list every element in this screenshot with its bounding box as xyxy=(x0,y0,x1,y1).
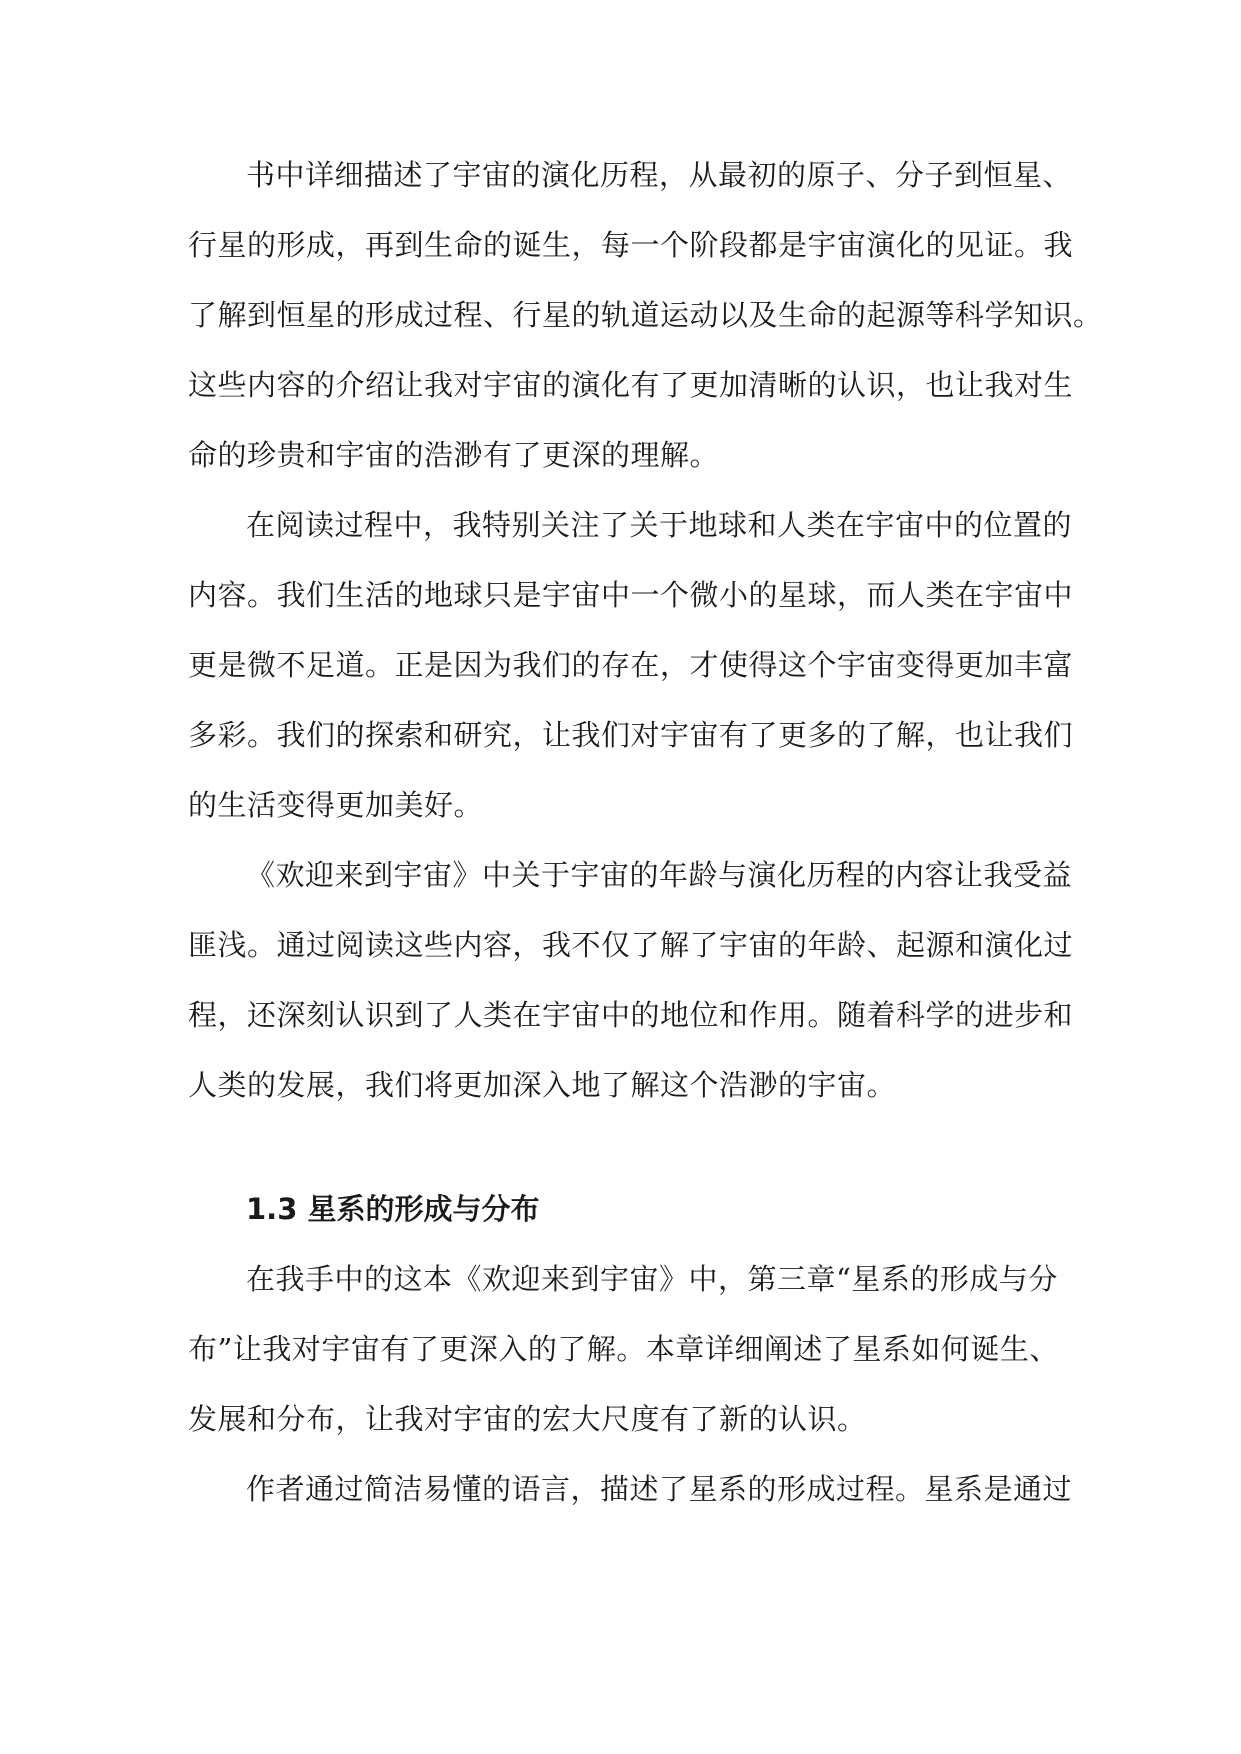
document-body xyxy=(188,140,1103,1524)
paragraph xyxy=(188,1454,1088,1524)
text-line: 程，还深刻认识到了人类在宇宙中的地位和作用。随着科学的进步和 xyxy=(188,998,1074,1032)
paragraph xyxy=(188,140,1103,490)
text-line: 多彩。我们的探索和研究，让我们对宇宙有了更多的了解，也让我们 xyxy=(188,718,1074,752)
text-line: 匪浅。通过阅读这些内容，我不仅了解了宇宙的年龄、起源和演化过 xyxy=(188,928,1074,962)
paragraph xyxy=(188,490,1088,840)
text-line: 书中详细描述了宇宙的演化历程，从最初的原子、分子到恒星、 xyxy=(246,158,1073,192)
text-line: 作者通过简洁易懂的语言，描述了星系的形成过程。星系是通过 xyxy=(246,1472,1073,1506)
text-line: 人类的发展，我们将更加深入地了解这个浩渺的宇宙。 xyxy=(188,1068,897,1102)
text-line: 在我手中的这本《欢迎来到宇宙》中，第三章“星系的形成与分 xyxy=(246,1262,1058,1296)
text-line: 布”让我对宇宙有了更深入的了解。本章详细阐述了星系如何诞生、 xyxy=(188,1332,1059,1366)
text-line: 更是微不足道。正是因为我们的存在，才使得这个宇宙变得更加丰富 xyxy=(188,648,1074,682)
text-line: 发展和分布，让我对宇宙的宏大尺度有了新的认识。 xyxy=(188,1402,867,1436)
text-line: 内容。我们生活的地球只是宇宙中一个微小的星球，而人类在宇宙中 xyxy=(188,578,1074,612)
text-line: 这些内容的介绍让我对宇宙的演化有了更加清晰的认识，也让我对生 xyxy=(188,368,1074,402)
text-line: 在阅读过程中，我特别关注了关于地球和人类在宇宙中的位置的 xyxy=(246,508,1073,542)
section-gap xyxy=(188,1120,1088,1174)
section-heading: 1.3 星系的形成与分布 xyxy=(246,1192,540,1226)
text-line: 《欢迎来到宇宙》中关于宇宙的年龄与演化历程的内容让我受益 xyxy=(246,858,1073,892)
text-line: 命的珍贵和宇宙的浩渺有了更深的理解。 xyxy=(188,438,720,472)
paragraph xyxy=(188,840,1088,1120)
paragraph xyxy=(188,1244,1088,1454)
text-line: 的生活变得更加美好。 xyxy=(188,788,484,822)
text-line: 行星的形成，再到生命的诞生，每一个阶段都是宇宙演化的见证。我 xyxy=(188,228,1074,262)
text-line: 了解到恒星的形成过程、行星的轨道运动以及生命的起源等科学知识。 xyxy=(188,298,1103,332)
